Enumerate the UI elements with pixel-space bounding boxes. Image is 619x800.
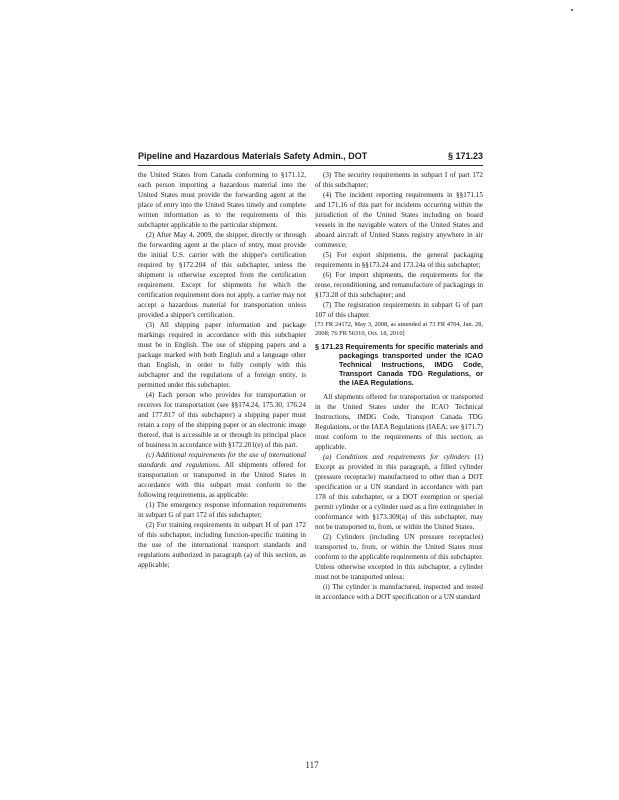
paragraph: (5) For export shipments, the general packaging requirements in §§173.24 and 173.24a of this subchapter;: [315, 251, 483, 269]
paragraph: All shipments offered for transportation or transported in the United States under the ICAO Technical Instructions, IMDG Code, Transport Canada TDG Regulations, or the IAEA Regulations (IAEA; see §171.7) must conform to the requirements of this section, as applicable.: [315, 393, 483, 451]
running-head: [138, 151, 483, 165]
running-head-section: § 171.23: [447, 151, 483, 161]
right-column: [315, 170, 483, 602]
section-heading-title: Requirements for specific materials and packagings transported under the ICAO Technical Instructions, IMDG Code, Transport Canada TDG Regulations, or the IAEA Regulations.: [339, 342, 483, 387]
paragraph-label: (a) Conditions and requirements for cylinders: [323, 453, 470, 461]
paragraph: [138, 450, 306, 500]
paragraph: [315, 452, 483, 532]
section-heading-number: § 171.23: [315, 342, 344, 351]
header-rule: [138, 165, 483, 166]
paragraph-body: All shipments offered for transportation or transported in the United States in accordance with this subpart must conform to the following requirements, as applicable:: [138, 461, 306, 499]
paragraph: (6) For import shipments, the requirements for the reuse, reconditioning, and remanufacture of packagings in §173.28 of this subchapter; and: [315, 271, 483, 299]
paragraph: the United States from Canada conforming to §171.12, each person importing a hazardous material into the United States must provide the forwarding agent at the place of entry into the United States timely and complete written information as to the requirements of this subchapter applicable to the particular shipment.: [138, 171, 306, 229]
paragraph: (2) For training requirements in subpart H of part 172 of this subchapter, including function-specific training in the use of the international transport standards and regulations authorized in paragraph (a) of this section, as applicable;: [138, 521, 306, 569]
section-heading: [315, 342, 483, 387]
paragraph: (4) The incident reporting requirements in §§171.15 and 171.16 of this part for incidents occurring within the jurisdiction of the United States including on board vessels in the navigable waters of the United States and aboard aircraft of United States registry anywhere in air commerce;: [315, 191, 483, 249]
paragraph: (2) After May 4, 2009, the shipper, directly or through the forwarding agent at the place of entry, must provide the initial U.S. carrier with the shipper's certification required by §172.204 of this subchapter, unless the shipment is otherwise excepted from the certification requirement. Except for shipments for which the certification requirement does not apply, a carrier may not accept a hazardous material for transportation unless provided a shipper's certification.: [138, 231, 306, 319]
paragraph: (7) The registration requirements in subpart G of part 107 of this chapter.: [315, 301, 483, 319]
paragraph: (2) Cylinders (including UN pressure receptacles) transported to, from, or within the United States must conform to the applicable requirements of this subchapter. Unless otherwise excepted in this subchapter, a cylinder must not be transported unless:: [315, 533, 483, 581]
paragraph: (i) The cylinder is manufactured, inspected and tested in accordance with a DOT specification or a UN standard: [315, 583, 483, 601]
left-column: [138, 170, 306, 570]
paragraph-label: (c) Additional requirements for the use of international standards and regulations.: [138, 451, 306, 469]
paragraph: (4) Each person who provides for transportation or receives for transportation (see §§174.24, 175.30, 176.24 and 177.817 of this subchapter) a shipping paper must retain a copy of the shipping paper or an electronic image thereof, that is accessible at or through its principal place of business in accordance with §172.201(e) of this part.: [138, 391, 306, 449]
paragraph-body: (1) Except as provided in this paragraph, a filled cylinder (pressure receptacle) manufactured to other than a DOT specification or a UN standard in accordance with part 178 of this subchapter, or a DOT exemption or special permit cylinder or a cylinder used as a fire extinguisher in conformance with §173.309(a) of this subchapter, may not be transported to, from, or within the United States.: [315, 453, 483, 531]
paragraph: (3) All shipping paper information and package markings required in accordance with this subchapter must be in English. The use of shipping papers and a package marked with both English and a language other than English, in order to fully comply with this subchapter and the regulations of a foreign entity, is permitted under this subchapter.: [138, 321, 306, 389]
citation: [73 FR 24172, May 3, 2008, as amended at 73 FR 4704, Jan. 28, 2008; 76 FR 56310, Oct. 18, 2010]: [315, 321, 483, 337]
running-head-title: Pipeline and Hazardous Materials Safety Admin., DOT: [138, 151, 368, 161]
paragraph: (3) The security requirements in subpart I of part 172 of this subchapter;: [315, 171, 483, 189]
page-number: 117: [305, 760, 319, 770]
scan-speck: [571, 9, 573, 11]
paragraph: (1) The emergency response information requirements in subpart G of part 172 of this subchapter;: [138, 501, 306, 519]
